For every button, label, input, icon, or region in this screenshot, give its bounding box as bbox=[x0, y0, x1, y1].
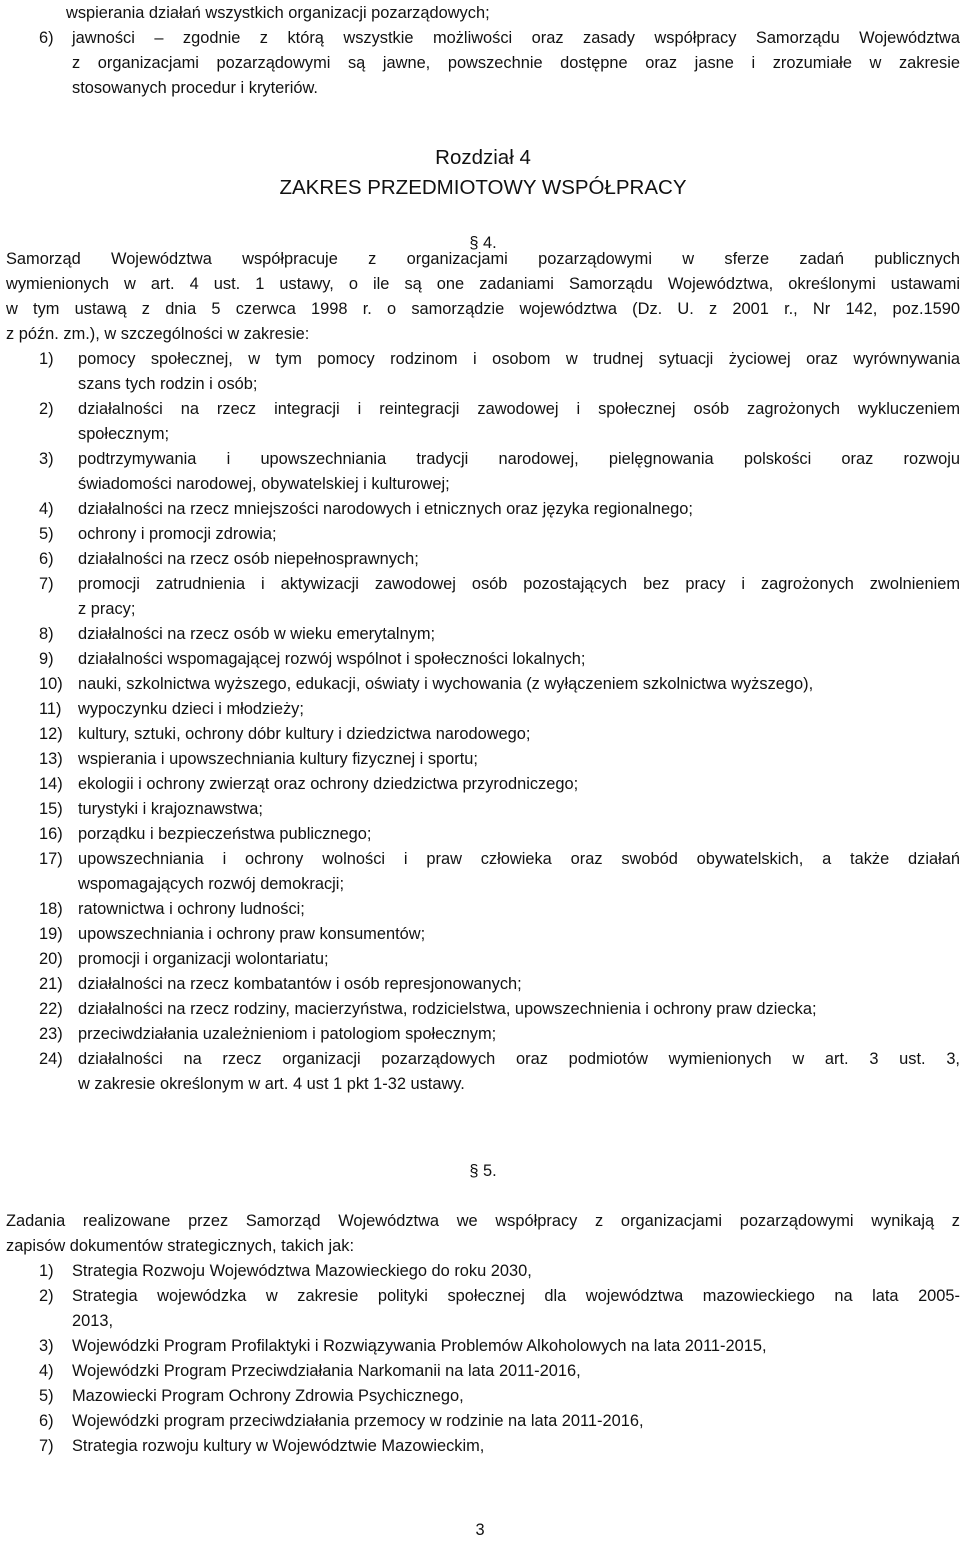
list-text: ochrony i promocji zdrowia; bbox=[78, 525, 277, 543]
list-number: 18) bbox=[39, 900, 63, 918]
list-text: działalności na rzecz organizacji pozarządowych oraz podmiotów wymienionych w art. 3 ust. 3, bbox=[78, 1050, 960, 1068]
list-number: 15) bbox=[39, 800, 63, 818]
list-item bbox=[6, 722, 960, 747]
list-number: 19) bbox=[39, 925, 63, 943]
list-item bbox=[6, 797, 960, 822]
list-item bbox=[6, 1022, 960, 1047]
section-5-list bbox=[6, 1259, 960, 1459]
list-number: 12) bbox=[39, 725, 63, 743]
list-text: wypoczynku dzieci i młodzieży; bbox=[78, 700, 304, 718]
list-text-continuation: 2013, bbox=[72, 1312, 114, 1330]
section-5-paragraph bbox=[6, 1209, 960, 1259]
list-item bbox=[6, 972, 960, 997]
list-text-continuation: stosowanych procedur i kryteriów. bbox=[72, 79, 318, 97]
list-item bbox=[6, 26, 960, 101]
list-item bbox=[6, 622, 960, 647]
list-number: 23) bbox=[39, 1025, 63, 1043]
list-text: działalności na rzecz kombatantów i osób represjonowanych; bbox=[78, 975, 522, 993]
list-item bbox=[6, 447, 960, 497]
list-item bbox=[6, 647, 960, 672]
list-item bbox=[6, 1047, 960, 1097]
list-number: 6) bbox=[39, 29, 54, 47]
paragraph-line: zapisów dokumentów strategicznych, takich jak: bbox=[6, 1237, 355, 1255]
list-number: 16) bbox=[39, 825, 63, 843]
page-number: 3 bbox=[475, 1521, 485, 1539]
list-text: nauki, szkolnictwa wyższego, edukacji, oświaty i wychowania (z wyłączeniem szkolnictwa wyższego), bbox=[78, 675, 814, 693]
list-item bbox=[6, 522, 960, 547]
list-text: promocji i organizacji wolontariatu; bbox=[78, 950, 329, 968]
list-text: Wojewódzki Program Przeciwdziałania Narkomanii na lata 2011-2016, bbox=[72, 1362, 581, 1380]
list-number: 13) bbox=[39, 750, 63, 768]
list-number: 5) bbox=[39, 525, 54, 543]
list-item bbox=[6, 347, 960, 397]
list-text: Strategia wojewódzka w zakresie polityki społecznej dla województwa mazowieckiego na lata 2005- bbox=[72, 1287, 960, 1305]
list-text-continuation: wspomagających rozwój demokracji; bbox=[78, 875, 344, 893]
list-text: ratownictwa i ochrony ludności; bbox=[78, 900, 305, 918]
section-mark: § 5. bbox=[469, 1162, 497, 1180]
list-number: 8) bbox=[39, 625, 54, 643]
paragraph-line: w tym ustawą z dnia 5 czerwca 1998 r. o samorządzie województwa (Dz. U. z 2001 r., Nr 142, poz.1590 bbox=[6, 300, 960, 318]
continuation-line: wspierania działań wszystkich organizacji pozarządowych; bbox=[66, 4, 490, 22]
list-number: 1) bbox=[39, 350, 54, 368]
list-text: Strategia Rozwoju Województwa Mazowieckiego do roku 2030, bbox=[72, 1262, 532, 1280]
list-item bbox=[6, 1334, 960, 1359]
list-text: pomocy społecznej, w tym pomocy rodzinom i osobom w trudnej sytuacji życiowej oraz wyrównywania bbox=[78, 350, 960, 368]
list-text: kultury, sztuki, ochrony dóbr kultury i dziedzictwa narodowego; bbox=[78, 725, 531, 743]
list-item bbox=[6, 547, 960, 572]
list-number: 17) bbox=[39, 850, 63, 868]
list-text-continuation: z organizacjami pozarządowymi są jawne, powszechnie dostępne oraz jasne i zrozumiałe w zakresie bbox=[72, 54, 960, 72]
list-item bbox=[6, 947, 960, 972]
list-number: 4) bbox=[39, 1362, 54, 1380]
list-text: porządku i bezpieczeństwa publicznego; bbox=[78, 825, 372, 843]
list-item bbox=[6, 822, 960, 847]
list-number: 20) bbox=[39, 950, 63, 968]
list-text: Mazowiecki Program Ochrony Zdrowia Psychicznego, bbox=[72, 1387, 464, 1405]
list-number: 6) bbox=[39, 1412, 54, 1430]
list-text: jawności – zgodnie z którą wszystkie możliwości oraz zasady współpracy Samorządu Województwa bbox=[72, 29, 960, 47]
list-item bbox=[6, 747, 960, 772]
list-item bbox=[6, 997, 960, 1022]
list-text: działalności na rzecz osób niepełnosprawnych; bbox=[78, 550, 419, 568]
list-item bbox=[6, 847, 960, 897]
list-number: 22) bbox=[39, 1000, 63, 1018]
list-text: działalności na rzecz mniejszości narodowych i etnicznych oraz języka regionalnego; bbox=[78, 500, 693, 518]
list-text: działalności wspomagającej rozwój wspólnot i społeczności lokalnych; bbox=[78, 650, 586, 668]
list-text: promocji zatrudnienia i aktywizacji zawodowej osób pozostających bez pracy i zagrożonych zwolnieniem bbox=[78, 575, 960, 593]
paragraph-line: wymienionych w art. 4 ust. 1 ustawy, o ile są one zadaniami Samorządu Województwa, określonymi ustawami bbox=[6, 275, 960, 293]
list-number: 6) bbox=[39, 550, 54, 568]
list-text: upowszechniania i ochrony wolności i praw człowieka oraz swobód obywatelskich, a także działań bbox=[78, 850, 960, 868]
list-number: 7) bbox=[39, 1437, 54, 1455]
list-number: 7) bbox=[39, 575, 54, 593]
list-text: działalności na rzecz osób w wieku emerytalnym; bbox=[78, 625, 436, 643]
list-item bbox=[6, 897, 960, 922]
list-number: 10) bbox=[39, 675, 63, 693]
list-item bbox=[6, 1384, 960, 1409]
list-item bbox=[6, 697, 960, 722]
list-item bbox=[6, 572, 960, 622]
paragraph-line: Samorząd Województwa współpracuje z organizacjami pozarządowymi w sferze zadań publicznych bbox=[6, 250, 960, 268]
list-number: 24) bbox=[39, 1050, 63, 1068]
section-4-list bbox=[6, 347, 960, 1097]
list-number: 9) bbox=[39, 650, 54, 668]
list-text: Wojewódzki Program Profilaktyki i Rozwiązywania Problemów Alkoholowych na lata 2011-2015, bbox=[72, 1337, 767, 1355]
list-number: 14) bbox=[39, 775, 63, 793]
list-text: wspierania i upowszechniania kultury fizycznej i sportu; bbox=[78, 750, 478, 768]
list-text: działalności na rzecz integracji i reintegracji zawodowej i społecznej osób zagrożonych wykluczeniem bbox=[78, 400, 960, 418]
list-text: upowszechniania i ochrony praw konsumentów; bbox=[78, 925, 426, 943]
list-text: podtrzymywania i upowszechniania tradycji narodowej, pielęgnowania polskości oraz rozwoju bbox=[78, 450, 960, 468]
list-text: przeciwdziałania uzależnieniom i patologiom społecznym; bbox=[78, 1025, 497, 1043]
list-text: Strategia rozwoju kultury w Województwie Mazowieckim, bbox=[72, 1437, 485, 1455]
list-text: ekologii i ochrony zwierząt oraz ochrony dziedzictwa przyrodniczego; bbox=[78, 775, 579, 793]
paragraph-line: z późn. zm.), w szczególności w zakresie: bbox=[6, 325, 310, 343]
chapter-title: Rozdział 4 bbox=[435, 146, 531, 169]
chapter-subtitle: ZAKRES PRZEDMIOTOWY WSPÓŁPRACY bbox=[279, 176, 687, 199]
list-item bbox=[6, 672, 960, 697]
list-item bbox=[6, 1284, 960, 1334]
list-number: 3) bbox=[39, 1337, 54, 1355]
list-text-continuation: społecznym; bbox=[78, 425, 170, 443]
list-text-continuation: świadomości narodowej, obywatelskiej i kulturowej; bbox=[78, 475, 450, 493]
list-number: 2) bbox=[39, 400, 54, 418]
list-item bbox=[6, 1259, 960, 1284]
list-text-continuation: szans tych rodzin i osób; bbox=[78, 375, 258, 393]
list-number: 11) bbox=[39, 700, 62, 718]
list-number: 3) bbox=[39, 450, 54, 468]
list-item bbox=[6, 497, 960, 522]
list-number: 2) bbox=[39, 1287, 54, 1305]
list-text: Wojewódzki program przeciwdziałania przemocy w rodzinie na lata 2011-2016, bbox=[72, 1412, 644, 1430]
paragraph-line: Zadania realizowane przez Samorząd Województwa we współpracy z organizacjami pozarządowymi wynikają z bbox=[6, 1212, 960, 1230]
list-item bbox=[6, 397, 960, 447]
list-item bbox=[6, 1359, 960, 1384]
list-item bbox=[6, 1409, 960, 1434]
list-item bbox=[6, 1434, 960, 1459]
section-mark: § 4. bbox=[469, 234, 497, 252]
list-item bbox=[6, 922, 960, 947]
list-text-continuation: w zakresie określonym w art. 4 ust 1 pkt 1-32 ustawy. bbox=[78, 1075, 465, 1093]
section-4-paragraph bbox=[6, 247, 960, 347]
list-text: turystyki i krajoznawstwa; bbox=[78, 800, 263, 818]
list-number: 5) bbox=[39, 1387, 54, 1405]
list-text-continuation: z pracy; bbox=[78, 600, 136, 618]
list-number: 21) bbox=[39, 975, 63, 993]
list-number: 4) bbox=[39, 500, 54, 518]
list-item bbox=[6, 772, 960, 797]
list-text: działalności na rzecz rodziny, macierzyństwa, rodzicielstwa, upowszechnienia i ochrony praw dziecka; bbox=[78, 1000, 817, 1018]
list-number: 1) bbox=[39, 1262, 54, 1280]
